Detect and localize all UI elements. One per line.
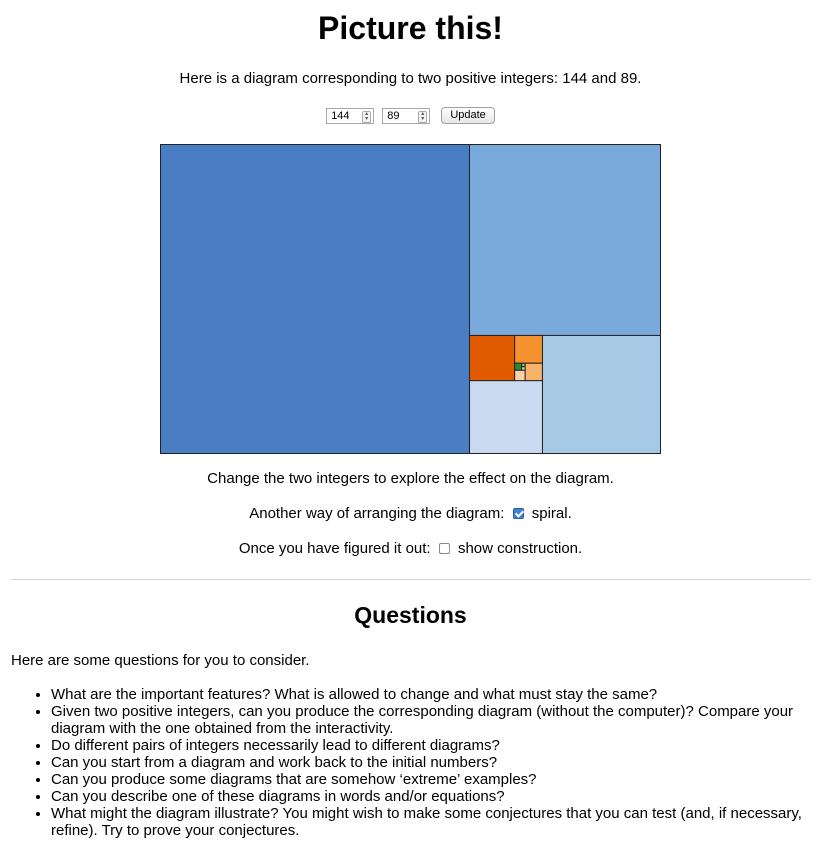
list-item: • Can you start from a diagram and work back to the initial numbers? xyxy=(51,754,811,771)
second-integer-input[interactable] xyxy=(382,108,430,124)
spiral-prompt: Another way of arranging the diagram: xyxy=(249,505,505,522)
square-8 xyxy=(515,370,525,380)
questions-title: Questions xyxy=(354,602,467,628)
square-9 xyxy=(515,363,522,370)
square-2 xyxy=(470,145,661,336)
questions-intro: Here are some questions for you to consider. xyxy=(11,652,310,669)
update-button[interactable]: Update xyxy=(441,107,494,124)
square-11 xyxy=(522,367,525,370)
controls xyxy=(0,107,821,124)
square-3 xyxy=(542,335,660,453)
page-title: Picture this! xyxy=(318,10,503,46)
divider xyxy=(11,579,811,580)
second-integer-stepper-icon[interactable]: ▴ ▾ xyxy=(418,111,427,123)
first-integer-stepper-icon[interactable]: ▴ ▾ xyxy=(362,111,371,123)
intro-text: Here is a diagram corresponding to two positive integers: 144 and 89. xyxy=(179,70,642,87)
list-item: • What might the diagram illustrate? You might wish to make some conjectures that you can test (and, if necessary, refine). Try to prove your conjectures. xyxy=(51,805,811,839)
spiral-label: spiral. xyxy=(531,505,572,522)
construction-checkbox[interactable] xyxy=(439,543,450,554)
square-1 xyxy=(161,145,470,454)
list-item: • Given two positive integers, can you produce the corresponding diagram (without the computer)? Compare your diagram with the one obtained from the interactivity. xyxy=(51,703,811,737)
spiral-checkbox[interactable] xyxy=(513,508,524,519)
square-4 xyxy=(470,381,543,454)
rectangle-diagram xyxy=(160,144,661,454)
square-7 xyxy=(525,363,542,380)
construction-label: show construction. xyxy=(457,540,583,557)
first-integer-input[interactable] xyxy=(326,108,374,124)
spiral-option xyxy=(0,505,821,522)
list-item: • Can you describe one of these diagrams in words and/or equations? xyxy=(51,788,811,805)
explore-text: Change the two integers to explore the effect on the diagram. xyxy=(207,470,614,487)
list-item: • What are the important features? What is allowed to change and what must stay the same? xyxy=(51,686,811,703)
questions-list xyxy=(11,686,811,839)
construction-option xyxy=(0,540,821,557)
list-item: • Do different pairs of integers necessarily lead to different diagrams? xyxy=(51,737,811,754)
square-5 xyxy=(470,335,515,380)
list-item: • Can you produce some diagrams that are somehow ‘extreme’ examples? xyxy=(51,771,811,788)
first-integer-value: 144 xyxy=(331,109,350,122)
second-integer-value: 89 xyxy=(387,109,400,122)
square-6 xyxy=(515,335,543,363)
square-10 xyxy=(522,363,525,366)
construction-prompt: Once you have figured it out: xyxy=(238,540,431,557)
